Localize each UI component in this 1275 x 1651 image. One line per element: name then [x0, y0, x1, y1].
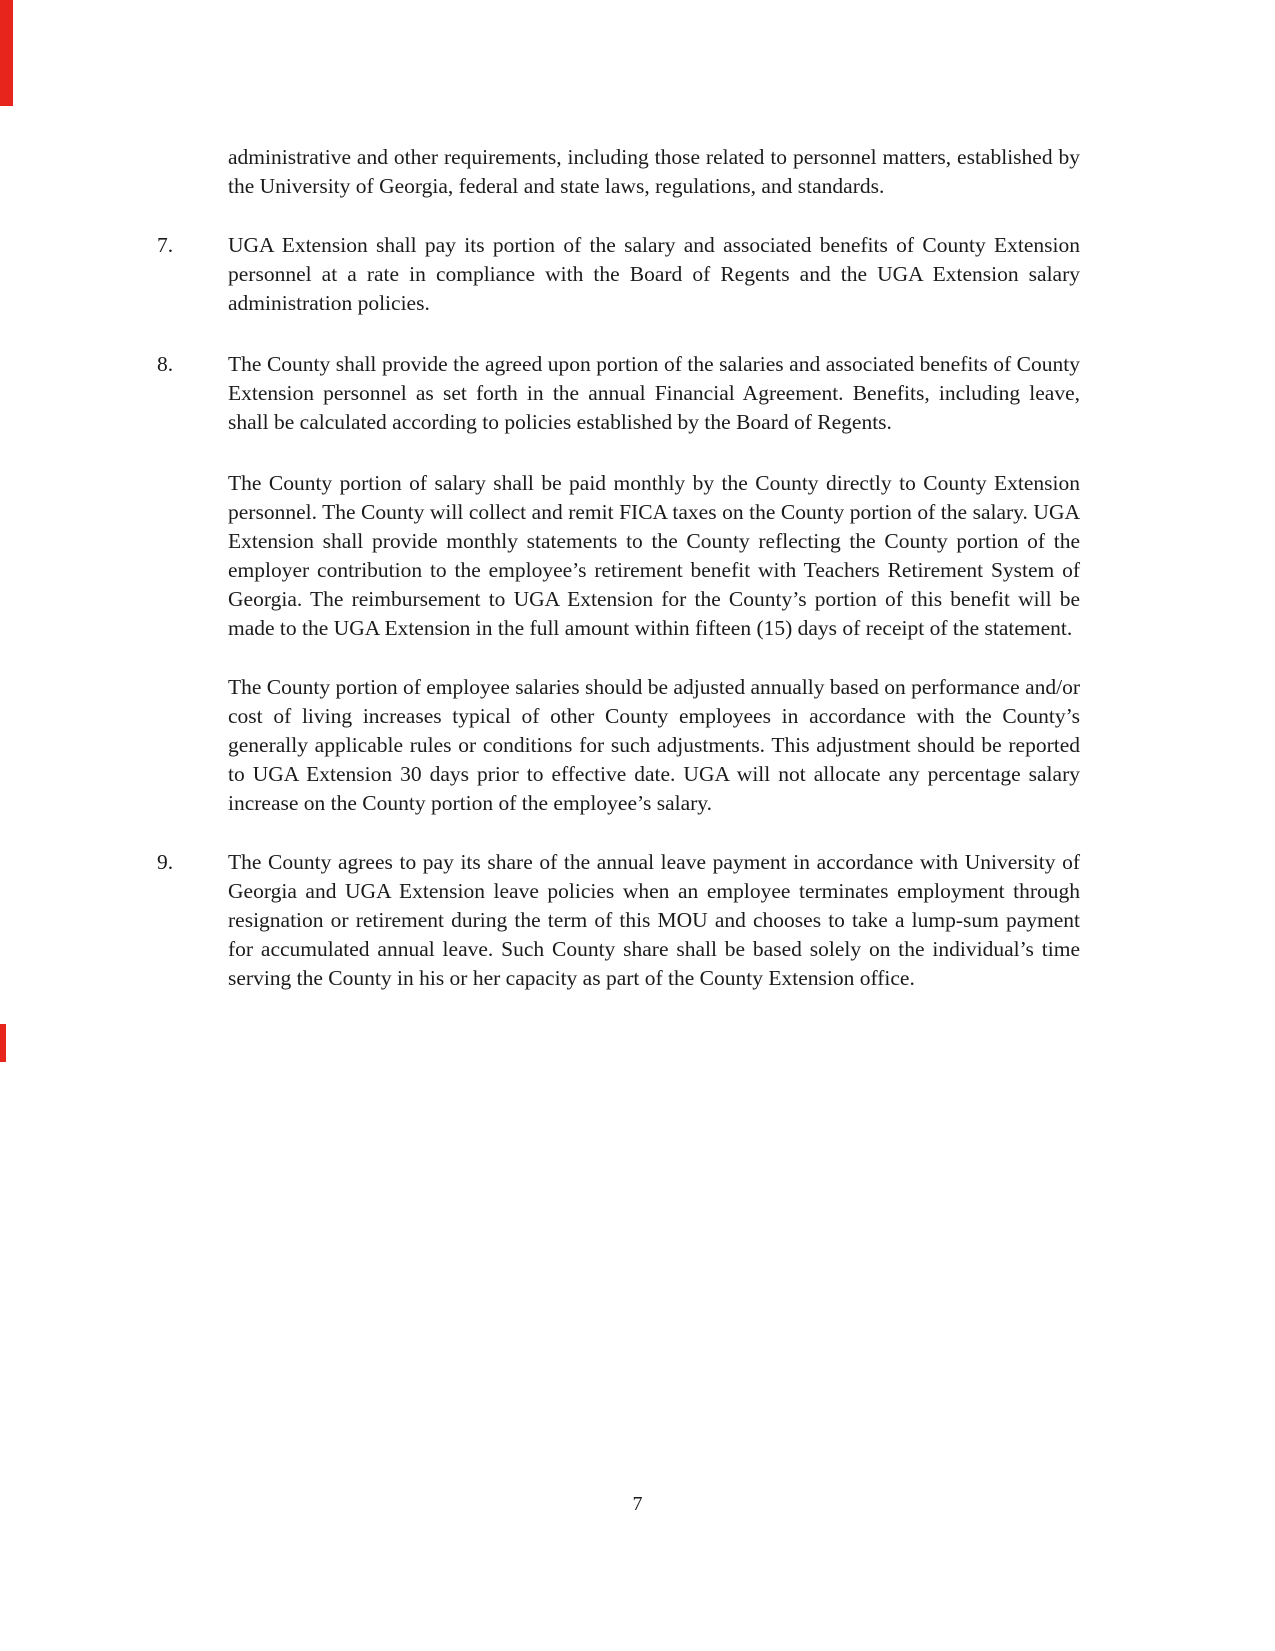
paragraph-7 [157, 231, 1080, 318]
page-number: 7 [632, 1493, 643, 1515]
paragraph-text: The County shall provide the agreed upon portion of the salaries and associated benefits of County Extension personnel as set forth in the annual Financial Agreement. Benefits, including leave, shall be calculated according to policies established by the Board of Regents. [228, 352, 1080, 434]
paragraph-text: The County portion of salary shall be paid monthly by the County directly to County Extension personnel. The County will collect and remit FICA taxes on the County portion of the salary. UGA Extension shall provide monthly statements to the County reflecting the County portion of the employer contribution to the employee’s retirement benefit with Teachers Retirement System of Georgia. The reimbursement to UGA Extension for the County’s portion of this benefit will be made to the UGA Extension in the full amount within fifteen (15) days of receipt of the statement. [228, 471, 1080, 640]
document-body [157, 143, 1080, 1025]
paragraph-number: 9. [157, 850, 174, 874]
paragraph-text: The County portion of employee salaries should be adjusted annually based on performance and/or cost of living increases typical of other County employees in accordance with the County’s generally applicable rules or conditions for such adjustments. This adjustment should be reported to UGA Extension 30 days prior to effective date. UGA will not allocate any percentage salary increase on the County portion of the employee’s salary. [228, 675, 1080, 815]
paragraph-8 [157, 350, 1080, 437]
paragraph-9 [157, 848, 1080, 993]
paragraph-text: The County agrees to pay its share of the annual leave payment in accordance with University of Georgia and UGA Extension leave policies when an employee terminates employment through resignation or retirement during the term of this MOU and chooses to take a lump-sum payment for accumulated annual leave. Such County share shall be based solely on the individual’s time serving the County in his or her capacity as part of the County Extension office. [228, 850, 1080, 990]
paragraph-text: UGA Extension shall pay its portion of the salary and associated benefits of County Extension personnel at a rate in compliance with the Board of Regents and the UGA Extension salary administration policies. [228, 233, 1080, 315]
scan-artifact-left-edge [0, 1024, 6, 1062]
paragraph-8-continuation-2 [228, 673, 1080, 818]
paragraph-number: 7. [157, 233, 174, 257]
paragraph-text: administrative and other requirements, including those related to personnel matters, established by the University of Georgia, federal and state laws, regulations, and standards. [228, 145, 1080, 198]
scan-artifact-top-left [0, 0, 13, 106]
paragraph-8-continuation-1 [228, 469, 1080, 643]
paragraph-continuation [228, 143, 1080, 201]
paragraph-number: 8. [157, 352, 174, 376]
